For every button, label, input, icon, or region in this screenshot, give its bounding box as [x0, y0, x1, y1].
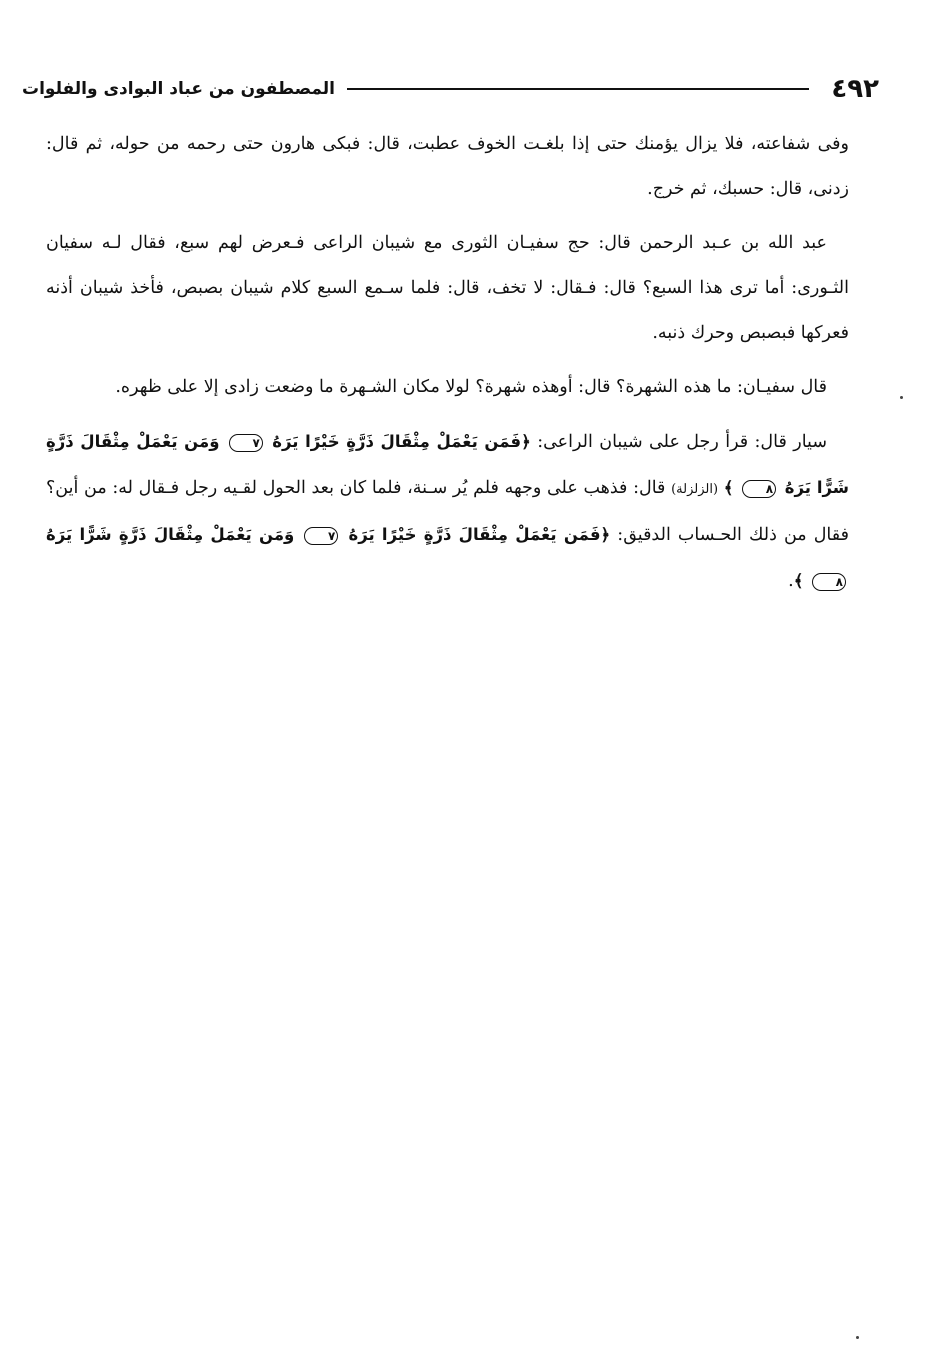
- scan-speck: [900, 396, 903, 399]
- quran-verse-2a: فَمَن يَعْمَلْ مِثْقَالَ ذَرَّةٍ خَيْرًا يَرَهُ: [348, 525, 601, 544]
- quran-brace-close-2: ﴾: [793, 571, 804, 590]
- paragraph-1: وفى شفاعته، فلا يزال يؤمنك حتى إذا بلغـت الخوف عطبت، قال: فبكى هارون حتى رحمه من حوله، ثم قال: زدنى، قال: حسبك، ثم خرج.: [46, 134, 849, 199]
- ayah-marker-8: ٨: [742, 480, 776, 498]
- ayah-marker-7: ٧: [229, 434, 263, 452]
- quran-brace-open-2: ﴿: [600, 525, 611, 544]
- quran-brace-open: ﴿: [521, 432, 531, 451]
- quran-verse-1b: وَمَن يَعْمَلْ مِثْقَالَ ذَرَّةٍ شَرًّا يَرَهُ: [46, 432, 849, 497]
- paragraph-2: [46, 221, 849, 356]
- quran-verse-1a: فَمَن يَعْمَلْ مِثْقَالَ ذَرَّةٍ خَيْرًا يَرَهُ: [272, 432, 522, 451]
- paragraph-3: [46, 365, 849, 410]
- paragraph-4: [46, 419, 849, 604]
- paragraph-2-text: عبد الله بن عـبد الرحمن قال: حج سفيـان الثورى مع شيبان الراعى فـعرض لهم سبع، فقال لـه سفيان الثـورى: أما ترى هذا السبع؟ قال: فـقال: لا تخف، قال: فلما سـمع السبع كلام شيبان بصبص، فأخذ شيبان أذنه فعركها فبصبص وحرك ذنبه.: [46, 233, 849, 343]
- header-rule: [347, 88, 809, 90]
- ayah-marker-8-second: ٨: [812, 573, 846, 591]
- surah-name: (الزلزلة): [671, 482, 719, 497]
- paragraph-3-text: قال سفيـان: ما هذه الشهرة؟ قال: أوهذه شهرة؟ لولا مكان الشـهرة ما وضعت زادى إلا على ظهره.: [115, 377, 827, 397]
- page-number: ٤٩٢: [831, 74, 879, 104]
- quran-brace-close: ﴾: [723, 478, 734, 497]
- quran-verse-2b: وَمَن يَعْمَلْ مِثْقَالَ ذَرَّةٍ شَرًّا يَرَهُ: [46, 525, 295, 544]
- page-header: [22, 72, 879, 106]
- running-title: المصطفون من عباد البوادى والفلوات: [22, 79, 335, 99]
- ayah-marker-7-second: ٧: [304, 527, 338, 545]
- paragraph-4-end: .: [788, 571, 794, 591]
- body-text: [46, 122, 849, 613]
- paragraph-4-intro: سيار قال: قرأ رجل على شيبان الراعى:: [537, 432, 827, 452]
- scan-speck: [856, 1336, 859, 1339]
- paragraph-4-mid: قال: فذهب على وجهه فلم يُر سـنة، فلما كان بعد الحول لقـيه رجل فـقال له: من أين؟ فقال من ذلك الحـساب الدقيق:: [46, 478, 849, 545]
